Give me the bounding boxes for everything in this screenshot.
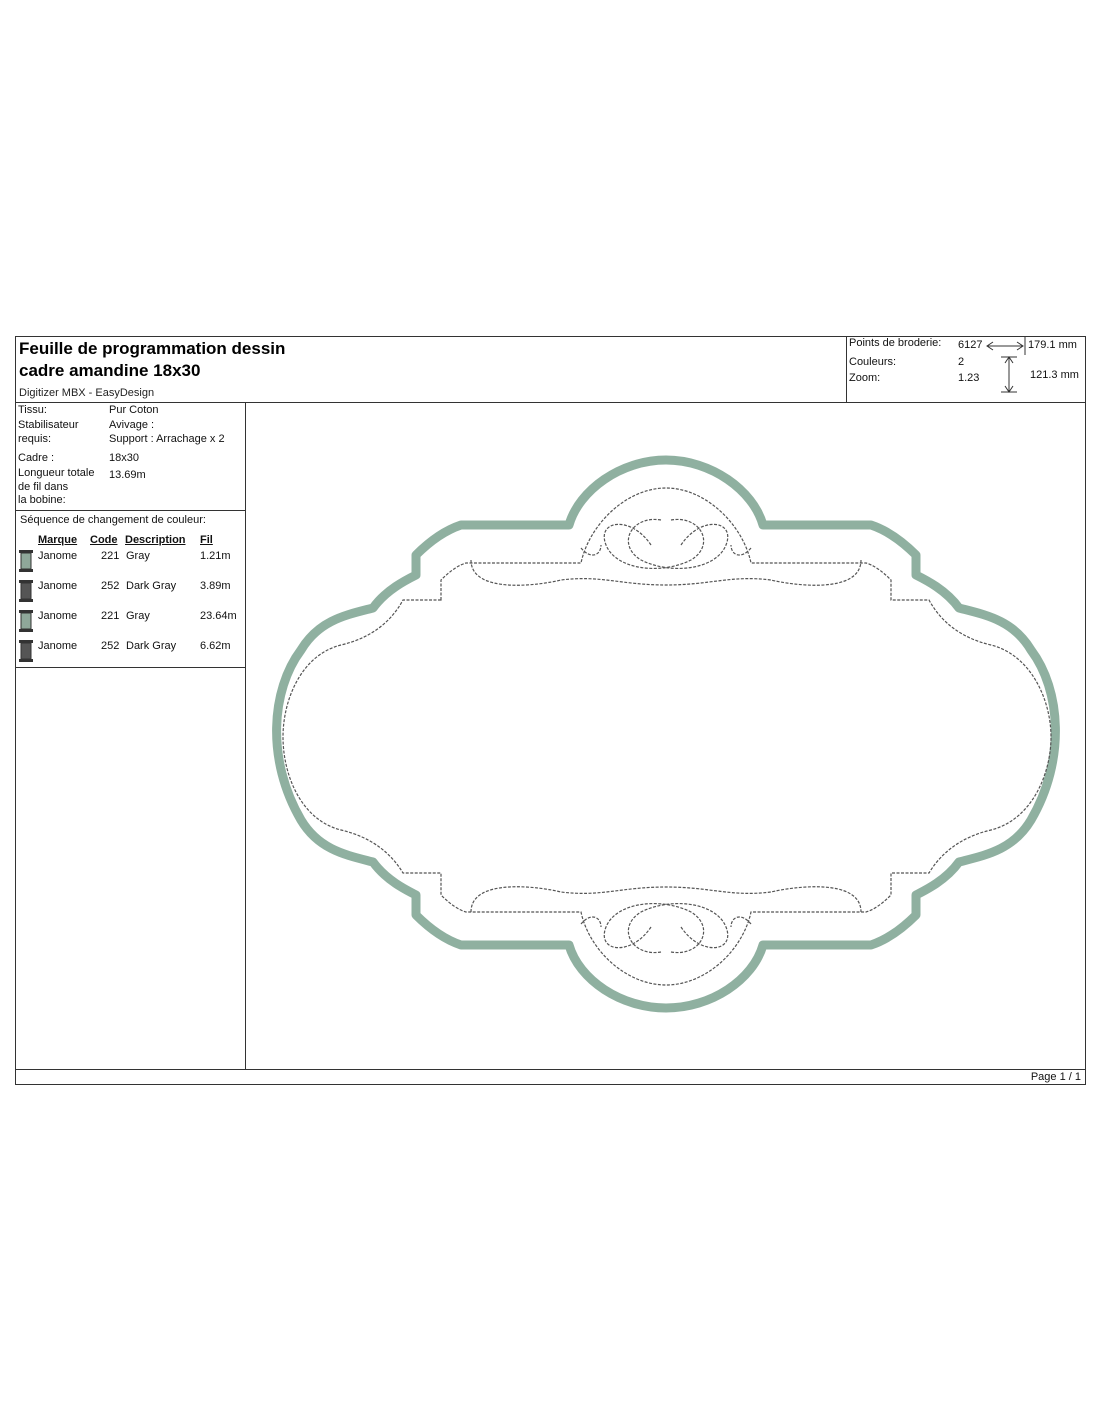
row-thread: 23.64m	[200, 610, 237, 622]
row-thread: 1.21m	[200, 550, 231, 562]
color-sequence-row	[16, 610, 245, 638]
inner-frame-outline	[283, 488, 1051, 985]
thread-length-label-2: de fil dans	[18, 481, 69, 493]
row-brand: Janome	[38, 550, 78, 562]
stitches-value: 6127	[958, 339, 983, 351]
row-thread: 6.62m	[200, 640, 231, 652]
page-number: Page 1 / 1	[1030, 1071, 1081, 1083]
row-brand: Janome	[38, 610, 78, 622]
design-title	[19, 338, 839, 382]
embroidery-frame-design	[246, 402, 1085, 1069]
thread-length-value: 13.69m	[109, 469, 146, 481]
row-description: Dark Gray	[126, 640, 177, 652]
stitches-label: Points de broderie:	[849, 337, 942, 349]
colors-value: 2	[958, 356, 965, 368]
design-stats	[846, 337, 1086, 402]
design-height: 121.3 mm	[1030, 369, 1079, 381]
color-sequence-row	[16, 640, 245, 668]
stabilizer-value-1: Avivage :	[109, 419, 155, 431]
frame-value: 18x30	[109, 452, 139, 464]
zoom-value: 1.23	[958, 372, 980, 384]
thread-header: Fil	[200, 534, 213, 546]
description-header: Description	[125, 534, 186, 546]
stabilizer-label-2: requis:	[18, 433, 52, 445]
design-width: 179.1 mm	[1028, 339, 1077, 351]
programming-sheet	[15, 336, 1086, 1085]
color-sequence-row	[16, 550, 245, 578]
row-description: Gray	[126, 550, 150, 562]
thread-length-label-1: Longueur totale	[18, 467, 95, 479]
thread-length-label-3: la bobine:	[18, 494, 66, 506]
thread-spool-icon	[19, 550, 33, 572]
thread-spool-icon	[19, 610, 33, 632]
row-thread: 3.89m	[200, 580, 231, 592]
row-code: 221	[101, 550, 120, 562]
row-description: Dark Gray	[126, 580, 177, 592]
thread-spool-icon	[19, 640, 33, 662]
row-brand: Janome	[38, 640, 78, 652]
row-description: Gray	[126, 610, 150, 622]
code-header: Code	[90, 534, 118, 546]
title-line-2: cadre amandine 18x30	[19, 361, 201, 380]
row-code: 221	[101, 610, 120, 622]
software-name: Digitizer MBX - EasyDesign	[19, 387, 155, 399]
colors-label: Couleurs:	[849, 356, 897, 368]
sheet-footer	[16, 1069, 1085, 1085]
stabilizer-value-2: Support : Arrachage x 2	[109, 433, 225, 445]
satin-frame-border	[277, 460, 1056, 1008]
color-sequence-row	[16, 580, 245, 608]
row-code: 252	[101, 580, 120, 592]
fabric-value: Pur Coton	[109, 404, 159, 416]
design-preview	[246, 402, 1085, 1069]
color-sequence-title: Séquence de changement de couleur:	[20, 514, 206, 526]
row-code: 252	[101, 640, 120, 652]
brand-header: Marque	[38, 534, 78, 546]
zoom-label: Zoom:	[849, 372, 881, 384]
stabilizer-label-1: Stabilisateur	[18, 419, 79, 431]
sheet-header	[16, 337, 1085, 403]
frame-label: Cadre :	[18, 452, 55, 464]
left-panel	[16, 402, 246, 1069]
color-sequence	[16, 511, 245, 668]
row-brand: Janome	[38, 580, 78, 592]
material-info	[16, 402, 245, 511]
title-line-1: Feuille de programmation dessin	[19, 339, 286, 358]
thread-spool-icon	[19, 580, 33, 602]
fabric-label: Tissu:	[18, 404, 47, 416]
